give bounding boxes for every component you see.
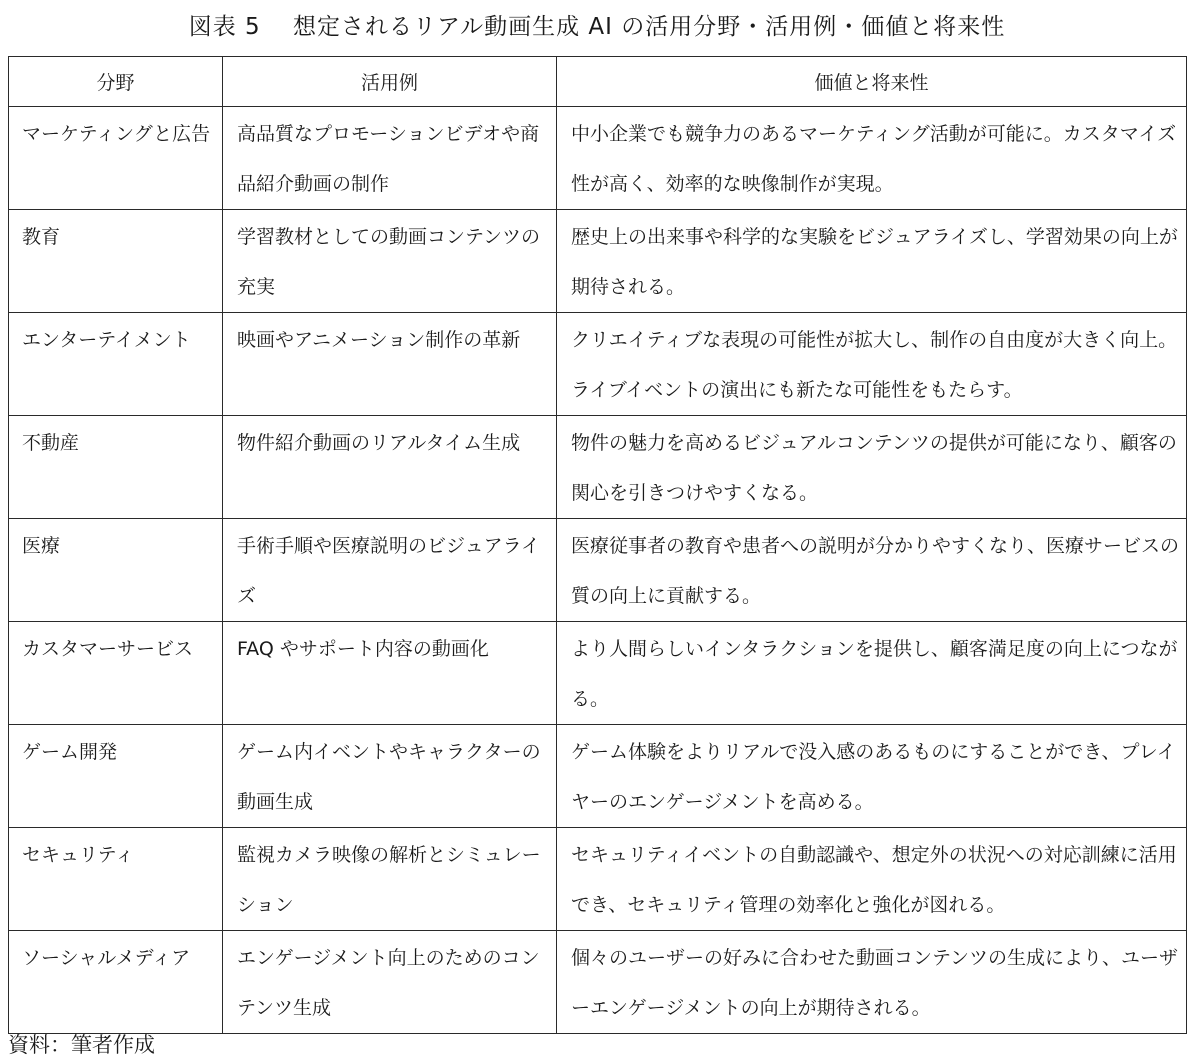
cell-field: 教育 (9, 210, 223, 313)
cell-use-case: 物件紹介動画のリアルタイム生成 (223, 416, 557, 519)
cell-use-case: ゲーム内イベントやキャラクターの動画生成 (223, 725, 557, 828)
table-row (9, 313, 1187, 416)
cell-field: 不動産 (9, 416, 223, 519)
cell-field: マーケティングと広告 (9, 107, 223, 210)
header-use-case: 活用例 (223, 57, 557, 107)
cell-field: セキュリティ (9, 828, 223, 931)
cell-field: エンターテイメント (9, 313, 223, 416)
cell-value-future: セキュリティイベントの自動認識や、想定外の状況への対応訓練に活用でき、セキュリティ管理の効率化と強化が図れる。 (557, 828, 1187, 931)
table-row (9, 519, 1187, 622)
cell-value-future: より人間らしいインタラクションを提供し、顧客満足度の向上につながる。 (557, 622, 1187, 725)
data-table (8, 56, 1187, 1034)
cell-value-future: 個々のユーザーの好みに合わせた動画コンテンツの生成により、ユーザーエンゲージメントの向上が期待される。 (557, 931, 1187, 1034)
cell-value-future: ゲーム体験をよりリアルで没入感のあるものにすることができ、プレイヤーのエンゲージメントを高める。 (557, 725, 1187, 828)
cell-use-case: 手術手順や医療説明のビジュアライズ (223, 519, 557, 622)
cell-use-case: 学習教材としての動画コンテンツの充実 (223, 210, 557, 313)
table-row (9, 416, 1187, 519)
cell-field: 医療 (9, 519, 223, 622)
cell-value-future: 医療従事者の教育や患者への説明が分かりやすくなり、医療サービスの質の向上に貢献する。 (557, 519, 1187, 622)
cell-use-case: 映画やアニメーション制作の革新 (223, 313, 557, 416)
table-row (9, 931, 1187, 1034)
table-header-row (9, 57, 1187, 107)
table-row (9, 622, 1187, 725)
cell-value-future: クリエイティブな表現の可能性が拡大し、制作の自由度が大きく向上。ライブイベントの演出にも新たな可能性をもたらす。 (557, 313, 1187, 416)
page-title: 図表 5 想定されるリアル動画生成 AI の活用分野・活用例・価値と将来性 (188, 14, 1006, 40)
cell-use-case: 高品質なプロモーションビデオや商品紹介動画の制作 (223, 107, 557, 210)
cell-use-case: FAQ やサポート内容の動画化 (223, 622, 557, 725)
cell-field: カスタマーサービス (9, 622, 223, 725)
cell-value-future: 物件の魅力を高めるビジュアルコンテンツの提供が可能になり、顧客の関心を引きつけやすくなる。 (557, 416, 1187, 519)
table-row (9, 210, 1187, 313)
table-row (9, 828, 1187, 931)
table-row (9, 725, 1187, 828)
table-row (9, 107, 1187, 210)
header-value-future: 価値と将来性 (557, 57, 1187, 107)
source-note: 資料：筆者作成 (8, 1033, 155, 1057)
header-field: 分野 (9, 57, 223, 107)
cell-field: ソーシャルメディア (9, 931, 223, 1034)
cell-value-future: 中小企業でも競争力のあるマーケティング活動が可能に。カスタマイズ性が高く、効率的な映像制作が実現。 (557, 107, 1187, 210)
cell-use-case: エンゲージメント向上のためのコンテンツ生成 (223, 931, 557, 1034)
cell-use-case: 監視カメラ映像の解析とシミュレーション (223, 828, 557, 931)
cell-value-future: 歴史上の出来事や科学的な実験をビジュアライズし、学習効果の向上が期待される。 (557, 210, 1187, 313)
cell-field: ゲーム開発 (9, 725, 223, 828)
